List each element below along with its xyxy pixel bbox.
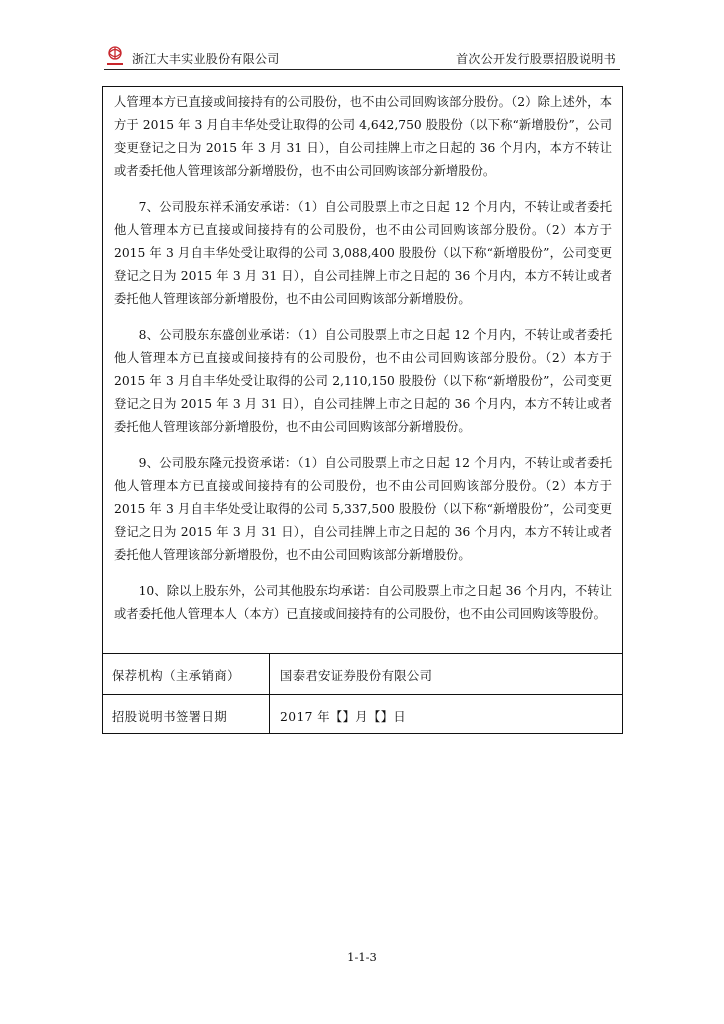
- table-row: [103, 695, 622, 735]
- table-row: [103, 654, 622, 695]
- header-divider: [104, 69, 620, 70]
- paragraph-item-9: 9、公司股东隆元投资承诺：（1）自公司股票上市之日起 12 个月内，不转让或者委托他人管理本方已直接或间接持有的公司股份，也不由公司回购该部分股份。（2）本方于 2015 年 3 月自丰华处受让取得的公司 5,337,500 股股份（以下称“新增股份”，公司变更登记之日为 2015 年 3 月 31 日），自公司挂牌上市之日起的 36 个月内，本方不转让或者委托他人管理该部分新增股份，也不由公司回购该部分新增股份。: [114, 456, 612, 562]
- page-header: [104, 44, 620, 70]
- company-name: 浙江大丰实业股份有限公司: [132, 52, 280, 66]
- paragraph-item-10: 10、除以上股东外，公司其他股东均承诺：自公司股票上市之日起 36 个月内，不转让或者委托他人管理本人（本方）已直接或间接持有的公司股份，也不由公司回购该等股份。: [114, 584, 612, 621]
- content-table: [102, 86, 623, 734]
- commitments-cell: [103, 87, 622, 654]
- sign-date-label: 招股说明书签署日期: [112, 710, 228, 724]
- page-number: 1-1-3: [347, 950, 377, 964]
- paragraph-item-8: 8、公司股东东盛创业承诺：（1）自公司股票上市之日起 12 个月内，不转让或者委托他人管理本方已直接或间接持有的公司股份，也不由公司回购该部分股份。（2）本方于 2015 年 3 月自丰华处受让取得的公司 2,110,150 股股份（以下称“新增股份”，公司变更登记之日为 2015 年 3 月 31 日），自公司挂牌上市之日起的 36 个月内，本方不转让或者委托他人管理该部分新增股份，也不由公司回购该部分新增股份。: [114, 328, 612, 434]
- table-column-divider: [269, 654, 270, 733]
- paragraph-continued: 人管理本方已直接或间接持有的公司股份，也不由公司回购该部分股份。（2）除上述外，本方于 2015 年 3 月自丰华处受让取得的公司 4,642,750 股股份（以下称“新增股份”，公司变更登记之日为 2015 年 3 月 31 日），自公司挂牌上市之日起的 36 个月内，本方不转让或者委托他人管理该部分新增股份，也不由公司回购该部分新增股份。: [114, 95, 612, 178]
- sign-date-value: 2017 年【】月【】日: [280, 710, 407, 724]
- paragraph-item-7: 7、公司股东祥禾涌安承诺：（1）自公司股票上市之日起 12 个月内，不转让或者委托他人管理本方已直接或间接持有的公司股份，也不由公司回购该部分股份。（2）本方于 2015 年 3 月自丰华处受让取得的公司 3,088,400 股股份（以下称“新增股份”，公司变更登记之日为 2015 年 3 月 31 日），自公司挂牌上市之日起的 36 个月内，本方不转让或者委托他人管理该部分新增股份，也不由公司回购该部分新增股份。: [114, 200, 612, 306]
- sponsor-label: 保荐机构（主承销商）: [112, 669, 240, 683]
- sponsor-value: 国泰君安证券股份有限公司: [280, 669, 433, 683]
- document-title: 首次公开发行股票招股说明书: [456, 52, 616, 66]
- company-logo-icon: [104, 44, 126, 68]
